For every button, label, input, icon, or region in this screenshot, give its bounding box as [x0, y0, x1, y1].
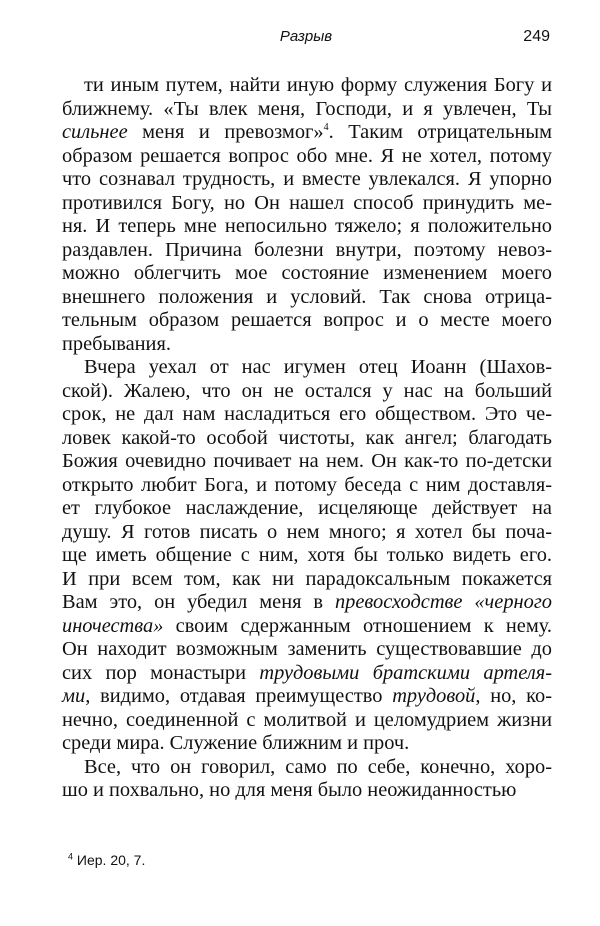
text-run: меня и превозмог»: [127, 121, 324, 143]
text-run: нечно, соединенной с молитвой и целомудрием жизни: [62, 708, 552, 731]
text-line: [62, 732, 552, 756]
footnote-text: Иер. 20, 7.: [76, 852, 146, 868]
text-line: [62, 74, 552, 98]
text-run: Он находит возможным заменить существовавшие до: [62, 638, 552, 660]
text-line: [62, 521, 552, 545]
text-line: [62, 709, 552, 733]
text-line: [62, 309, 552, 333]
text-line: [62, 591, 552, 615]
text-line: [62, 356, 552, 380]
text-run: Все, что он говорил, само по себе, конечно, хоро-: [84, 755, 552, 778]
text-run: , но, ко-: [475, 685, 553, 707]
text-line: [62, 403, 552, 427]
text-line: [62, 662, 552, 686]
text-line: [62, 685, 552, 709]
text-line: [62, 239, 552, 263]
paragraph: [62, 756, 552, 803]
text-line: [62, 756, 552, 780]
text-line: [62, 192, 552, 216]
text-line: [62, 262, 552, 286]
text-run: внешнего положения и условий. Так снова отрица-: [62, 285, 552, 308]
text-line: [62, 568, 552, 592]
italic-run: иночества»: [62, 614, 164, 637]
text-run: ближнему. «Ты влек меня, Господи, и я увлечен, Ты: [62, 97, 552, 120]
text-run: ской). Жалею, что он не остался у нас на больший: [62, 379, 552, 402]
text-run: . Таким отрицательным: [328, 121, 553, 143]
text-run: Божия очевидно почивает на нем. Он как-то по-детски: [62, 450, 552, 472]
text-line: [62, 380, 552, 404]
body-text: [62, 74, 552, 803]
text-line: [62, 427, 552, 451]
text-line: [62, 615, 552, 639]
text-run: пребывания.: [62, 332, 171, 355]
text-run: ти иным путем, найти иную форму служения Богу и: [84, 74, 552, 96]
paragraph: [62, 74, 552, 356]
text-run: шо и похвально, но для меня было неожиданностью: [62, 779, 517, 801]
text-run: душу. Я готов писать о нем много; я хотел бы поча-: [62, 520, 552, 543]
italic-run: трудовыми братскими артеля-: [259, 661, 552, 684]
text-run: своим сдержанным отношением к нему.: [163, 614, 552, 637]
text-run: среди мира. Служение ближним и проч.: [62, 732, 410, 754]
italic-run: превосходстве «черного: [334, 591, 552, 613]
text-line: [62, 544, 552, 568]
text-line: [62, 98, 552, 122]
text-line: [62, 168, 552, 192]
running-head: Разрыв: [279, 28, 333, 45]
footnote-marker: 4: [68, 851, 74, 862]
text-run: противился Богу, но Он нашел способ принудить ме-: [62, 191, 552, 214]
text-line: [62, 121, 552, 145]
text-line: [62, 145, 552, 169]
italic-run: трудовой: [392, 685, 476, 707]
text-line: [62, 450, 552, 474]
text-line: [62, 474, 552, 498]
text-line: [62, 215, 552, 239]
text-run: ня. И теперь мне непосильно тяжело; я положительно: [62, 215, 552, 237]
text-run: , видимо, отдавая преимущество: [85, 685, 393, 707]
text-run: раздавлен. Причина болезни внутри, поэтому невоз-: [62, 238, 552, 261]
text-run: И при всем том, как ни парадоксальным покажется: [62, 567, 552, 590]
text-run: срок, не дал нам насладиться его обществом. Это че-: [62, 403, 552, 425]
text-run: что сознавал трудность, и вместе увлекался. Я упорно: [62, 168, 552, 190]
text-line: [62, 779, 552, 803]
page-number: 249: [523, 28, 550, 45]
footnote: [68, 852, 145, 868]
text-line: [62, 286, 552, 310]
italic-run: ми: [62, 685, 86, 707]
text-run: ще иметь общение с ним, хотя бы только видеть его.: [62, 544, 552, 566]
footnote-reference: 4: [323, 122, 329, 134]
text-run: образом решается вопрос обо мне. Я не хотел, потому: [62, 144, 552, 167]
text-line: [62, 638, 552, 662]
text-run: Вчера уехал от нас игумен отец Иоанн (Шахов-: [84, 356, 552, 378]
text-run: открыто любит Бога, и потому беседа с ним доставля-: [62, 473, 552, 496]
text-run: ет глубокое наслаждение, исцеляюще действует на: [62, 497, 552, 519]
text-run: ловек какой-то особой чистоты, как ангел; благодать: [62, 426, 552, 449]
italic-run: сильнее: [62, 121, 128, 143]
text-line: [62, 333, 552, 357]
text-run: можно облегчить мое состояние изменением моего: [62, 262, 552, 284]
page-header: [62, 28, 550, 54]
text-run: тельным образом решается вопрос и о месте моего: [62, 309, 552, 331]
text-run: сих пор монастыри: [62, 661, 260, 684]
paragraph: [62, 356, 552, 756]
text-run: Вам это, он убедил меня в: [62, 591, 335, 613]
text-line: [62, 497, 552, 521]
